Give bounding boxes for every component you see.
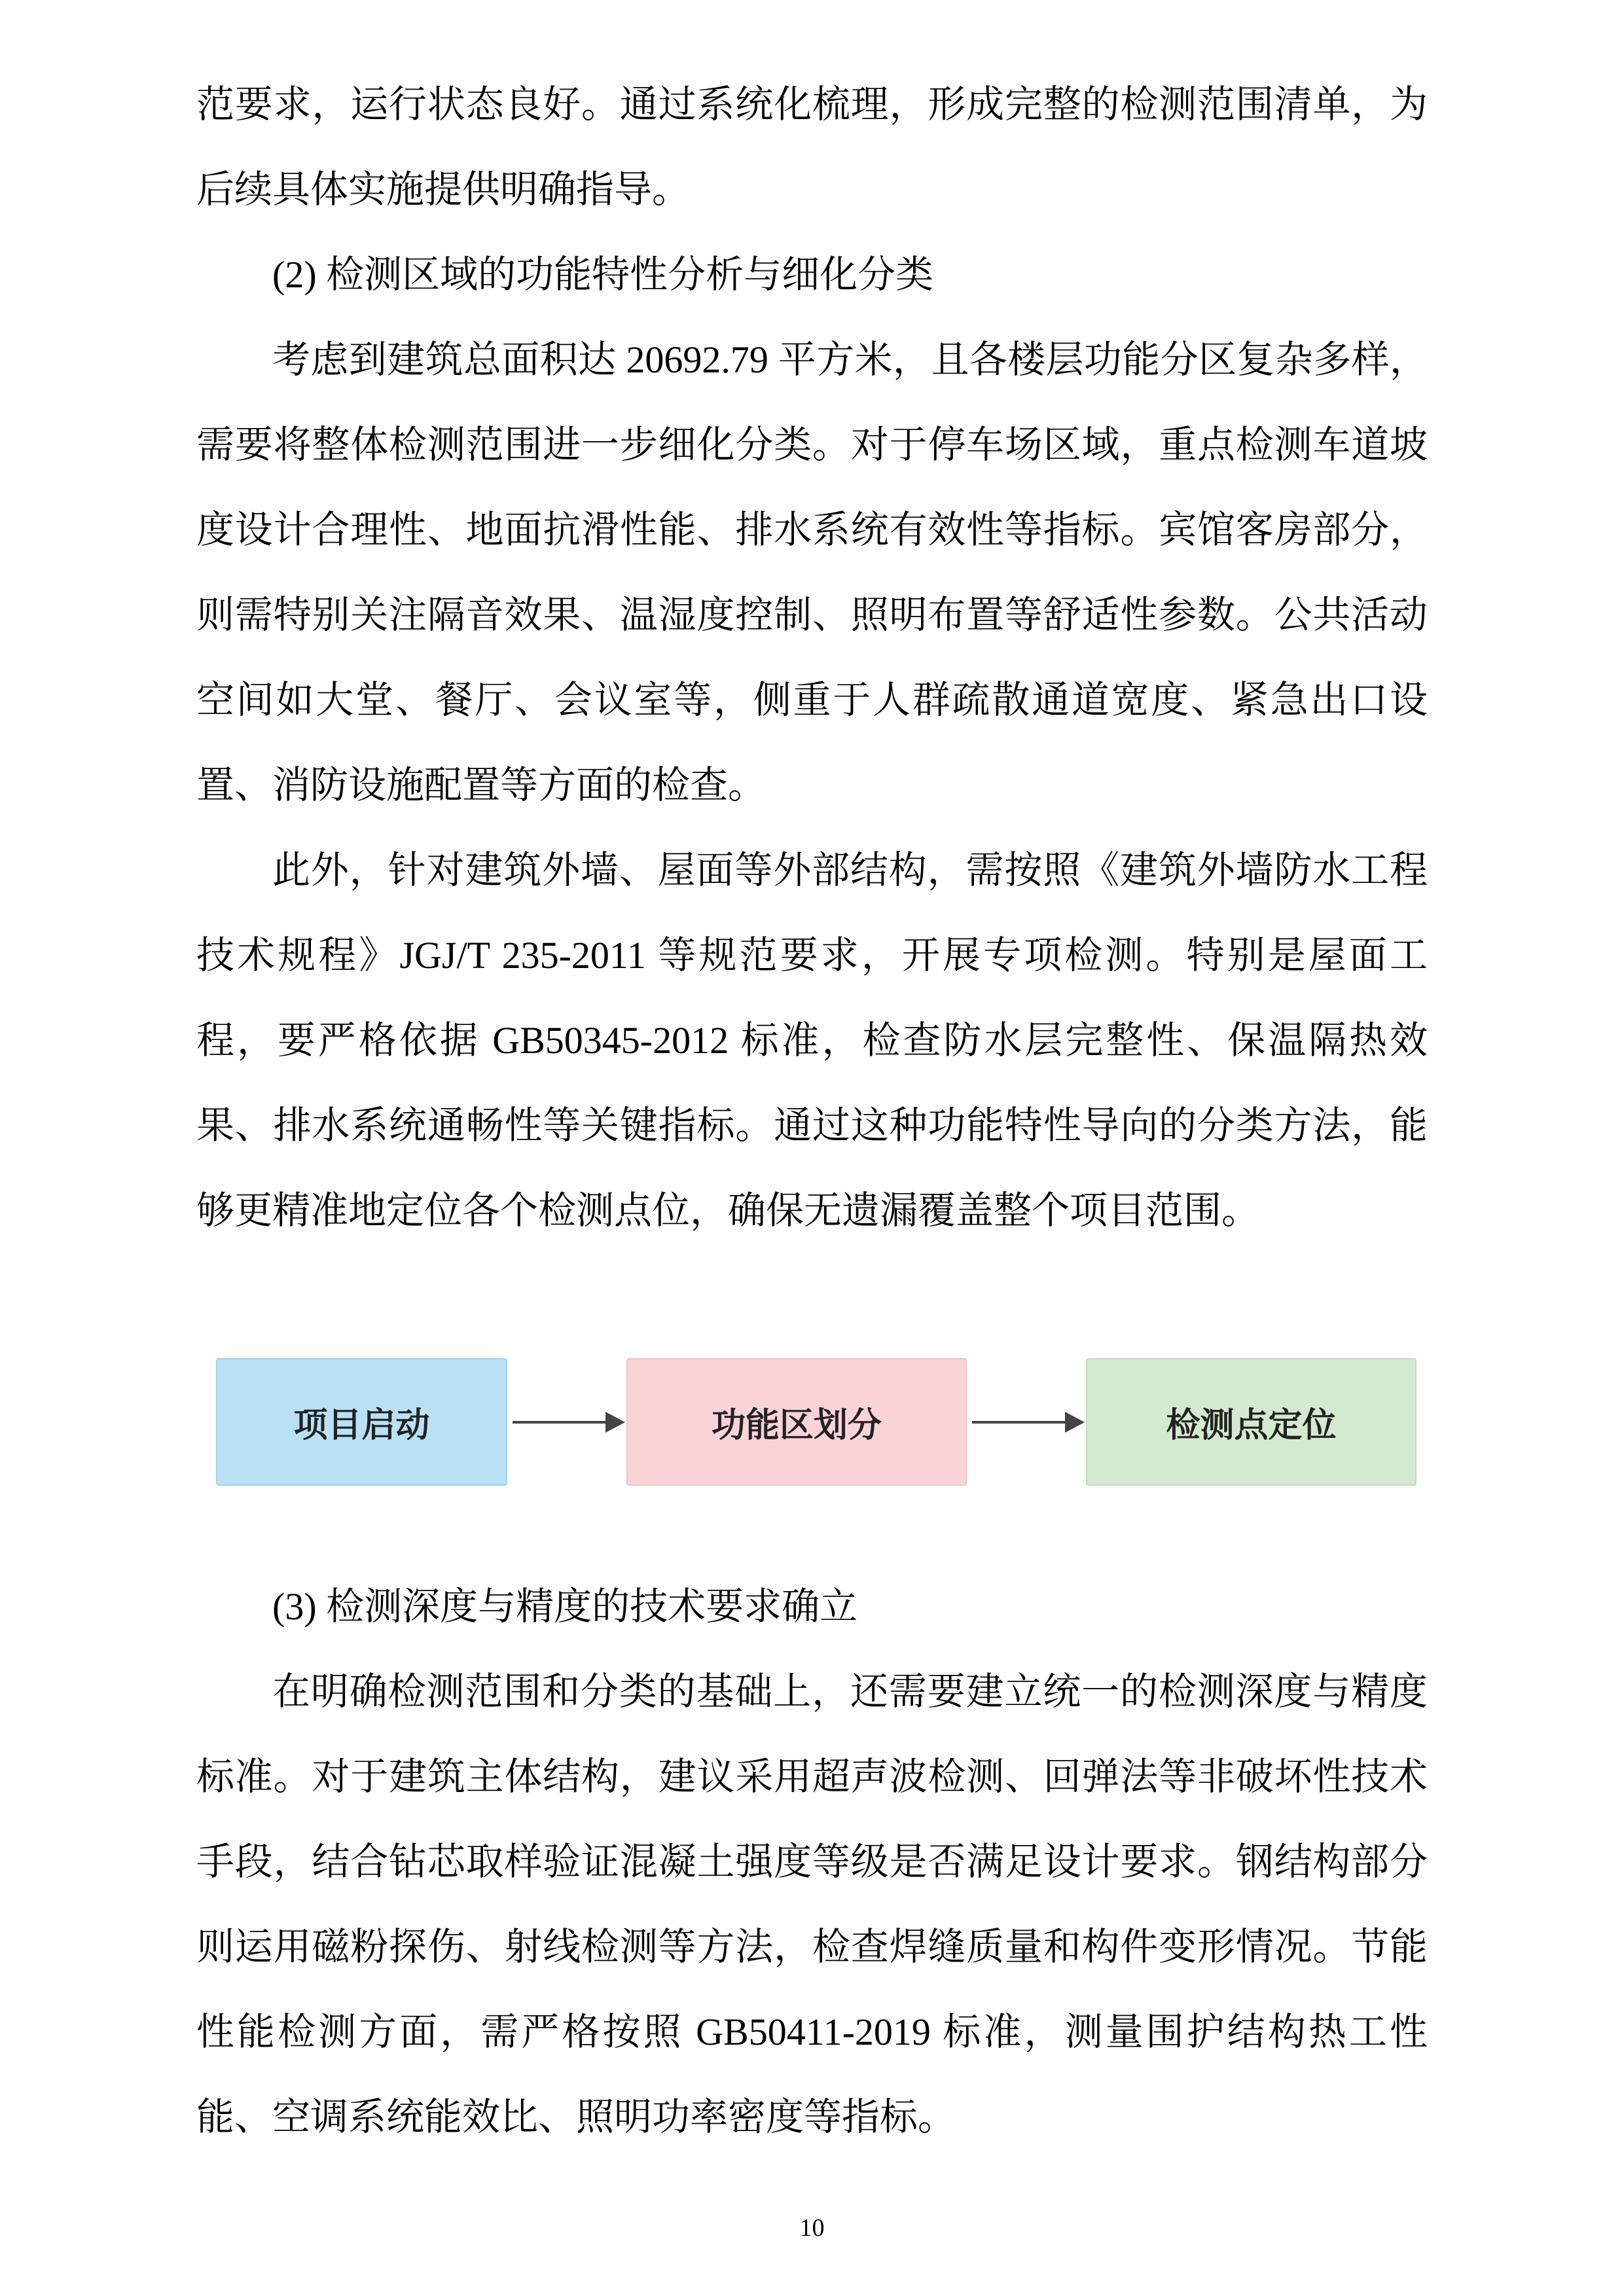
paragraph-exterior-inspection: 此外，针对建筑外墙、屋面等外部结构，需按照《建筑外墙防水工程技术规程》JGJ/T 235-2011 等规范要求，开展专项检测。特别是屋面工程，要严格依据 GB50345-2012 标准，检查防水层完整性、保温隔热效果、排水系统通畅性等关键指标。通过这种功能特性导向的分类方法，能够更精准地定位各个检测点位，确保无遗漏覆盖整个项目范围。 [196, 849, 1428, 1232]
flowchart-node-function-zoning: 功能区划分 [626, 1358, 967, 1486]
heading-section-2: (2) 检测区域的功能特性分析与细化分类 [272, 253, 934, 296]
flowchart-node-project-start: 项目启动 [216, 1358, 507, 1486]
page-number: 10 [799, 2214, 825, 2242]
flow-arrow-right-icon [967, 1358, 1086, 1486]
heading-section-3: (3) 检测深度与精度的技术要求确立 [272, 1585, 858, 1628]
paragraph-scope-summary: 范要求，运行状态良好。通过系统化梳理，形成完整的检测范围清单，为后续具体实施提供明确指导。 [196, 83, 1428, 211]
flow-arrow-right-icon [507, 1358, 626, 1486]
process-flowchart [216, 1358, 1428, 1486]
paragraph-depth-precision: 在明确检测范围和分类的基础上，还需要建立统一的检测深度与精度标准。对于建筑主体结构，建议采用超声波检测、回弹法等非破坏性技术手段，结合钻芯取样验证混凝土强度等级是否满足设计要求。钢结构部分则运用磁粉探伤、射线检测等方法，检查焊缝质量和构件变形情况。节能性能检测方面，需严格按照 GB50411-2019 标准，测量围护结构热工性能、空调系统能效比、照明功率密度等指标。 [196, 1670, 1428, 2138]
paragraph-area-classification: 考虑到建筑总面积达 20692.79 平方米，且各楼层功能分区复杂多样，需要将整体检测范围进一步细化分类。对于停车场区域，重点检测车道坡度设计合理性、地面抗滑性能、排水系统有效性等指标。宾馆客房部分，则需特别关注隔音效果、温湿度控制、照明布置等舒适性参数。公共活动空间如大堂、餐厅、会议室等，侧重于人群疏散通道宽度、紧急出口设置、消防设施配置等方面的检查。 [196, 338, 1428, 806]
flowchart-node-detection-point-location: 检测点定位 [1086, 1358, 1416, 1486]
